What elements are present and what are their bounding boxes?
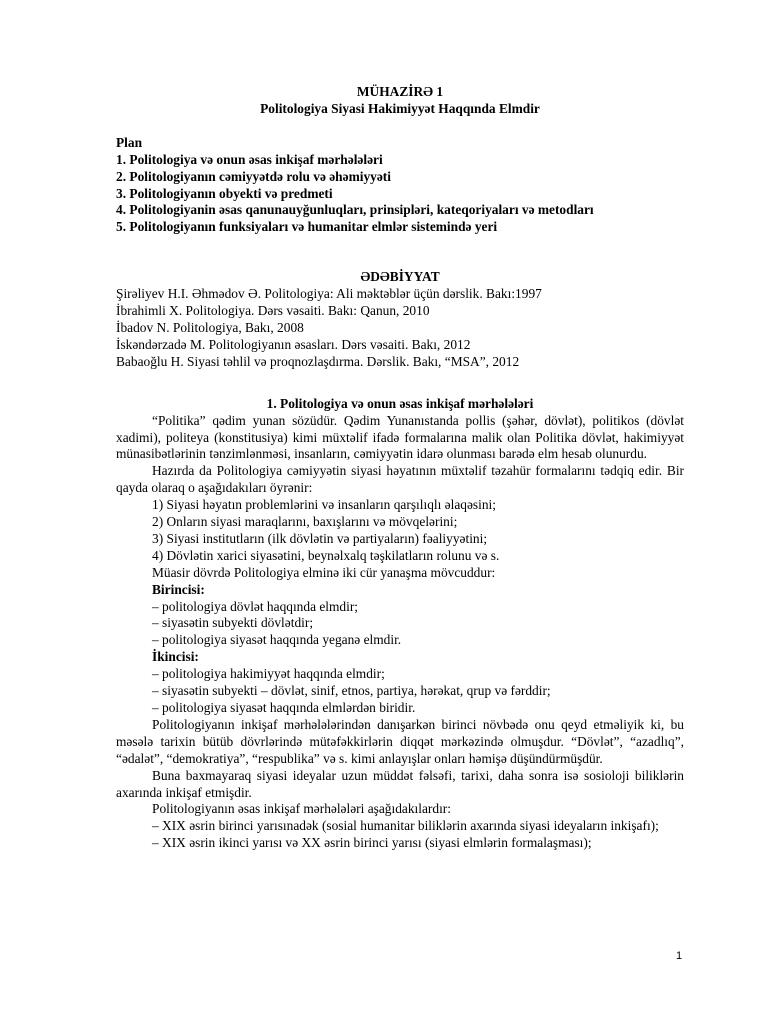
paragraph: Politologiyanın əsas inkişaf mərhələləri aşağıdakılardır: <box>152 801 451 817</box>
list-item: – siyasətin subyekti dövlətdir; <box>152 615 314 631</box>
literature-item: İbrahimli X. Politologiya. Dərs vəsaiti. Bakı: Qanun, 2010 <box>116 303 430 319</box>
list-item: 1) Siyasi həyatın problemlərini və insanların qarşılıqlı əlaqəsini; <box>152 497 496 513</box>
literature-item: Babaoğlu H. Siyasi təhlil və proqnozlaşdırma. Dərslik. Bakı, “MSA”, 2012 <box>116 353 520 369</box>
plan-heading: Plan <box>116 134 143 150</box>
list-item: 2) Onların siyasi maraqlarını, baxışlarını və mövqelərini; <box>152 514 458 530</box>
approach-heading: Birincisi: <box>152 581 205 597</box>
paragraph: Müasir dövrdə Politologiya elminə iki cür yanaşma mövcuddur: <box>152 564 496 580</box>
plan-item: 5. Politologiyanın funksiyaları və humanitar elmlər sistemində yeri <box>116 219 498 235</box>
literature-item: İskəndərzadə M. Politologiyanın əsasları. Dərs vəsaiti. Bakı, 2012 <box>116 336 471 352</box>
list-item: – siyasətin subyekti – dövlət, sinif, etnos, partiya, hərəkat, qrup və fərddir; <box>152 683 551 699</box>
paragraph: Buna baxmayaraq siyasi ideyalar uzun müddət fəlsəfi, tarixi, daha sonra isə sosioloji biliklərin axarında inkişaf etmişdir. <box>116 767 684 800</box>
approach-heading: İkincisi: <box>152 649 199 665</box>
lecture-title: MÜHAZİRƏ 1 <box>356 84 444 99</box>
literature-item: İbadov N. Politologiya, Bakı, 2008 <box>116 319 304 335</box>
list-item: 3) Siyasi institutların (ilk dövlətin və partiyaların) fəaliyyətini; <box>152 530 488 546</box>
section-heading: 1. Politologiya və onun əsas inkişaf mərhələləri <box>266 395 534 411</box>
document-page <box>116 84 684 852</box>
list-item: – politologiya siyasət haqqında yeganə elmdir. <box>152 632 402 648</box>
plan-section <box>116 135 684 236</box>
lecture-subtitle: Politologiya Siyasi Hakimiyyət Haqqında Elmdir <box>260 100 540 116</box>
plan-item: 4. Politologiyanin əsas qanunauyğunluqları, prinsipləri, kateqoriyaları və metodları <box>116 202 594 218</box>
list-item: – politologiya siyasət haqqında elmlərdən biridir. <box>152 700 416 715</box>
section-1 <box>116 396 684 852</box>
paragraph: “Politika” qədim yunan sözüdür. Qədim Yunanıstanda pollis (şəhər, dövlət), politikos (dövlət xadimi), politeya (konstitusiya) kimi müxtəlif ifadə formalarına malik olan Politika dövlət, hakimiyyət münasibətlərinin tənzimlənməsi, insanların, cəmiyyətin idarə olunması barədə elm hesab olunurdu. <box>116 412 684 462</box>
literature-item: Şirəliyev H.I. Əhmədov Ə. Politologiya: Ali məktəblər üçün dərslik. Bakı:1997 <box>116 286 542 302</box>
list-item: 4) Dövlətin xarici siyasətini, beynəlxalq təşkilatların rolunu və s. <box>152 547 500 563</box>
paragraph: – XIX əsrin birinci yarısınadək (sosial humanitar biliklərin axarında siyasi ideyaların inkişafı); <box>152 818 659 834</box>
literature-section <box>116 269 684 370</box>
list-item: – politologiya hakimiyyət haqqında elmdir; <box>152 666 385 682</box>
plan-item: 2. Politologiyanın cəmiyyətdə rolu və əhəmiyyəti <box>116 168 391 184</box>
paragraph: Hazırda da Politologiya cəmiyyətin siyasi həyatının müxtəlif təzahür formalarını tədqiq edir. Bir qayda olaraq o aşağıdakıları öyrənir: <box>116 463 684 496</box>
list-item: – politologiya dövlət haqqında elmdir; <box>152 598 359 614</box>
page-number: 1 <box>676 950 683 962</box>
paragraph: – XIX əsrin ikinci yarısı və XX əsrin birinci yarısı (siyasi elmlərin formalaşması); <box>152 835 592 851</box>
literature-heading: ƏDƏBİYYAT <box>360 269 440 285</box>
plan-item: 3. Politologiyanın obyekti və predmeti <box>116 185 333 201</box>
paragraph: Politologiyanın inkişaf mərhələlərindən danışarkən birinci növbədə onu qeyd etməliyik ki, bu məsələ tarixin bütüb dövrlərində mütəfəkkirlərin diqqət mərkəzində olmuşdur. “Dövlət”, “azadlıq”, “ədalət”, “demokratiya”, “respublika” və s. kimi anlayışlar onları həmişə düşündürmüşdür. <box>116 716 684 766</box>
plan-item: 1. Politologiya və onun əsas inkişaf mərhələləri <box>116 151 383 167</box>
